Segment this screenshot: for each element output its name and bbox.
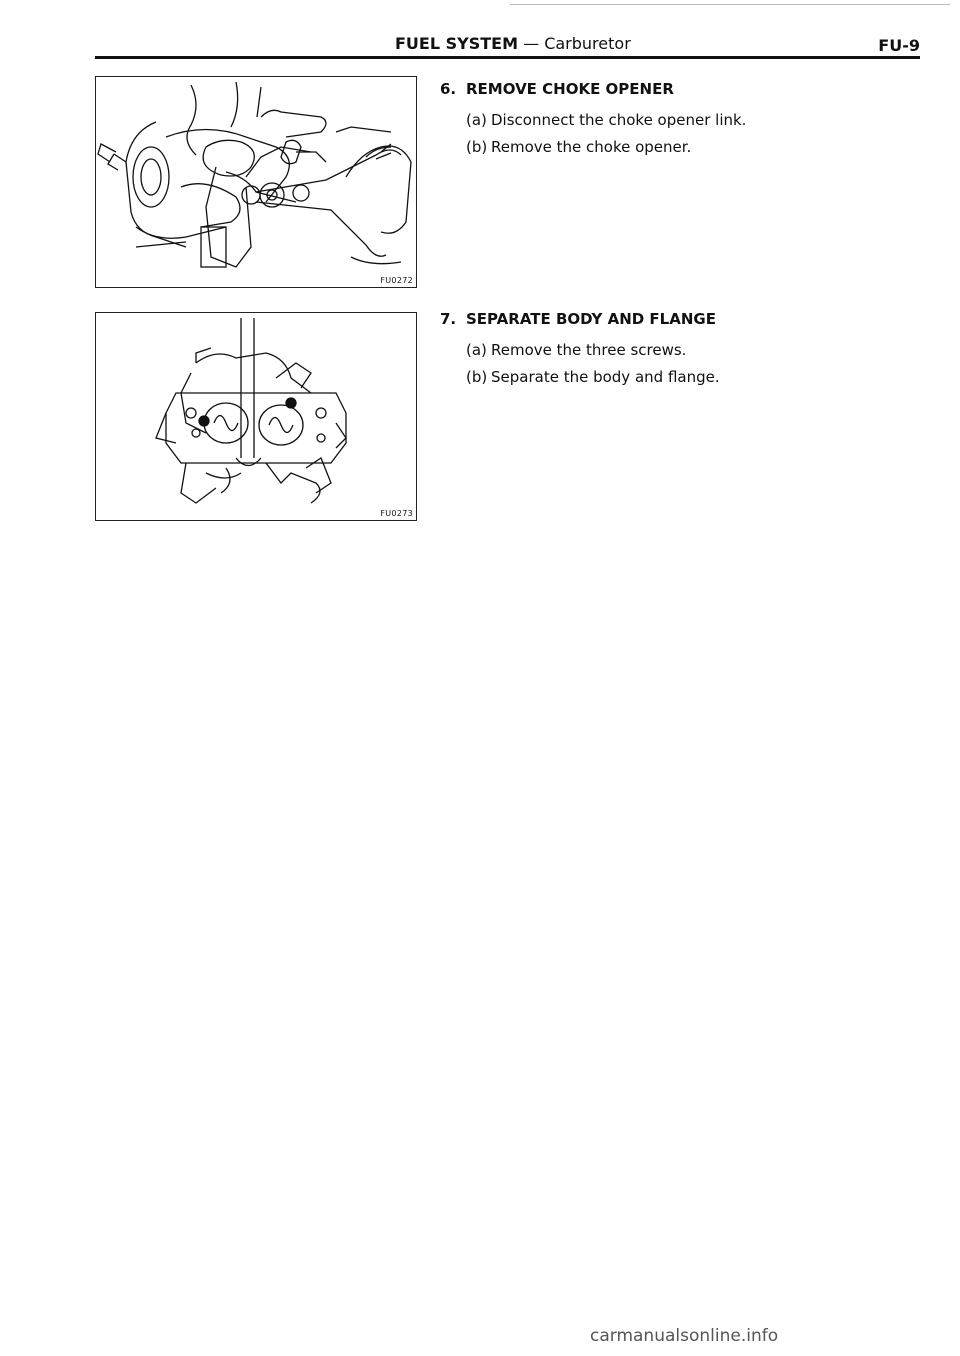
- step-heading: [440, 80, 920, 102]
- step-heading: [440, 310, 920, 332]
- substep-label: (b): [466, 138, 488, 156]
- figure-body-flange: [95, 312, 417, 521]
- figure-choke-opener: [95, 76, 417, 288]
- substep-text: Disconnect the choke opener link.: [491, 111, 747, 129]
- choke-opener-illustration: [96, 77, 416, 287]
- substep-label: (a): [466, 111, 487, 129]
- watermark: carmanualsonline.info: [590, 1326, 779, 1346]
- substep-label: (a): [466, 341, 487, 359]
- substep-label: (b): [466, 368, 488, 386]
- substep-text: Remove the choke opener.: [491, 138, 692, 156]
- body-flange-illustration: [96, 313, 416, 520]
- substep-text: Remove the three screws.: [491, 341, 687, 359]
- header-section: FUEL SYSTEM: [395, 34, 519, 53]
- page-header: [95, 34, 920, 54]
- step-remove-choke-opener: [440, 80, 920, 156]
- step-separate-body-flange: [440, 310, 920, 386]
- header-dash: —: [523, 34, 540, 53]
- figure-code: FU0272: [380, 276, 413, 285]
- figure-code: FU0273: [380, 509, 413, 518]
- step-number: 7.: [440, 310, 457, 328]
- substep: [466, 138, 920, 156]
- step-title: REMOVE CHOKE OPENER: [466, 80, 674, 98]
- step-title: SEPARATE BODY AND FLANGE: [466, 310, 716, 328]
- header-title: [395, 34, 631, 53]
- header-rule: [95, 56, 920, 59]
- header-subsection: Carburetor: [544, 34, 631, 53]
- substep: [466, 368, 920, 386]
- substep-text: Separate the body and flange.: [491, 368, 720, 386]
- page-number: FU-9: [878, 36, 920, 55]
- step-number: 6.: [440, 80, 457, 98]
- header-top-line: [510, 4, 950, 5]
- substep: [466, 111, 920, 129]
- substep: [466, 341, 920, 359]
